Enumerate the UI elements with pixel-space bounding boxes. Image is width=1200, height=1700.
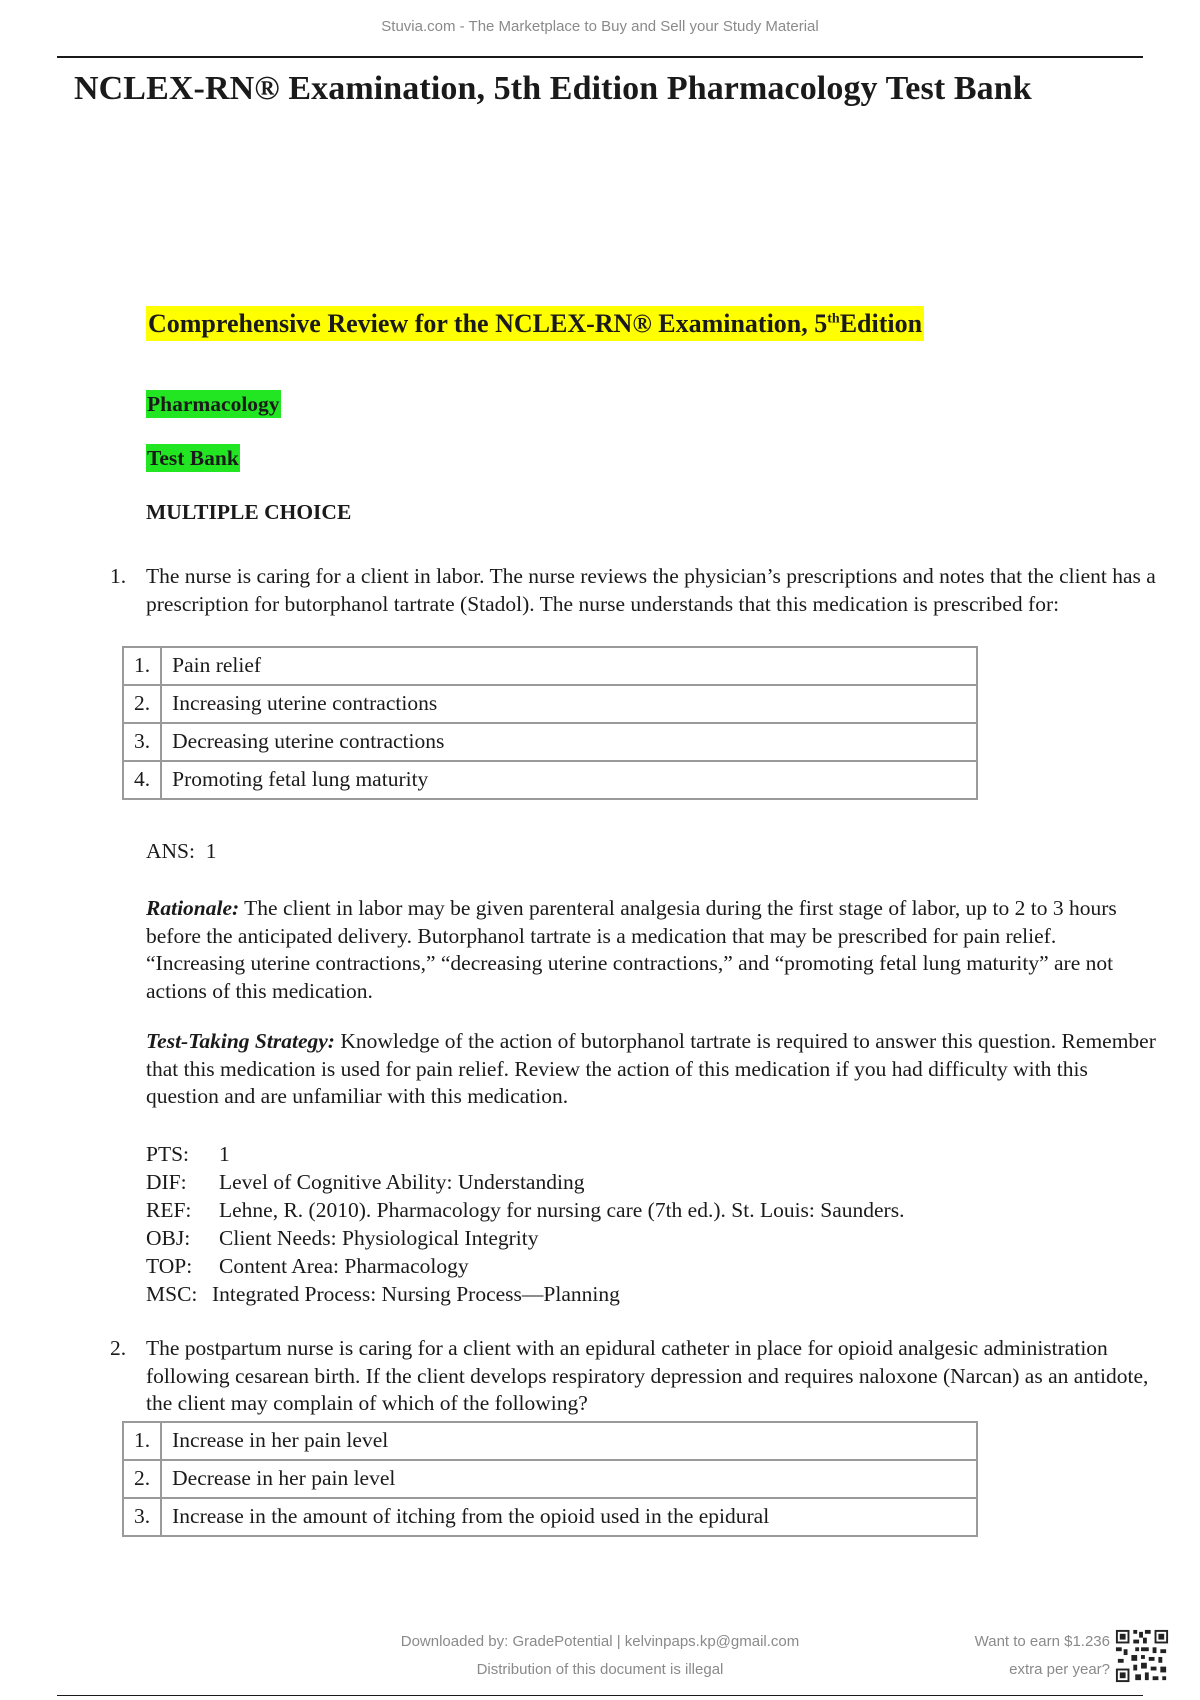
type-tag	[146, 445, 240, 473]
question-text: The postpartum nurse is caring for a client with an epidural catheter in place for opioid analgesic administration following cesarean birth. If the client develops respiratory depression and requires naloxone (Narcan) as an antidote, the client may complain of which of the following?	[146, 1336, 1149, 1415]
option-text: Decreasing uterine contractions	[161, 723, 977, 761]
subject-tag	[146, 391, 281, 419]
option-text: Increase in her pain level	[161, 1422, 977, 1460]
meta-key: PTS:	[146, 1142, 190, 1166]
option-text: Increase in the amount of itching from the opioid used in the epidural	[161, 1498, 977, 1536]
meta-key: OBJ:	[146, 1226, 191, 1250]
question-1-metadata	[146, 1141, 1156, 1309]
option-number: 1.	[123, 647, 161, 685]
meta-key: TOP:	[146, 1254, 193, 1278]
meta-value: Integrated Process: Nursing Process—Planning	[212, 1282, 620, 1306]
option-number: 3.	[123, 723, 161, 761]
option-number: 1.	[123, 1422, 161, 1460]
question-1	[110, 563, 1160, 618]
footer-center	[380, 1628, 820, 1684]
downloaded-by-text: Downloaded by: GradePotential | kelvinpaps.kp@gmail.com	[400, 1633, 800, 1650]
type-tag-label: Test Bank	[147, 446, 239, 470]
promo-line-2: extra per year?	[1009, 1661, 1110, 1678]
meta-value: 1	[219, 1142, 230, 1166]
meta-key: REF:	[146, 1198, 192, 1222]
question-1-options	[122, 646, 978, 800]
option-row	[123, 723, 977, 761]
qr-code-icon[interactable]	[1114, 1628, 1170, 1684]
option-text: Pain relief	[161, 647, 977, 685]
review-heading-text: Comprehensive Review for the NCLEX-RN® Examination, 5	[148, 308, 828, 338]
question-number: 1.	[110, 564, 127, 588]
question-2-options	[122, 1421, 978, 1537]
meta-value: Lehne, R. (2010). Pharmacology for nursing care (7th ed.). St. Louis: Saunders.	[219, 1198, 905, 1222]
review-heading-sup: th	[827, 311, 840, 326]
meta-row	[146, 1197, 1156, 1225]
meta-key: MSC:	[146, 1282, 198, 1306]
document-title: NCLEX-RN® Examination, 5th Edition Pharmacology Test Bank	[74, 70, 1032, 107]
option-number: 2.	[123, 1460, 161, 1498]
meta-row	[146, 1169, 1156, 1197]
strategy-label: Test-Taking Strategy:	[146, 1029, 335, 1053]
question-text: The nurse is caring for a client in labor. The nurse reviews the physician’s prescriptions and notes that the client has a prescription for butorphanol tartrate (Stadol). The nurse understands that this medication is prescribed for:	[146, 564, 1156, 616]
meta-row	[146, 1141, 1156, 1169]
option-row	[123, 1422, 977, 1460]
meta-row	[146, 1225, 1156, 1253]
question-2	[110, 1335, 1160, 1418]
header-rule	[57, 56, 1143, 58]
promo-text[interactable]	[940, 1628, 1110, 1684]
answer-line: ANS: 1	[146, 839, 217, 863]
subject-tag-label: Pharmacology	[147, 392, 280, 416]
section-heading: MULTIPLE CHOICE	[146, 500, 352, 524]
strategy-text: Knowledge of the action of butorphanol tartrate is required to answer this question. Remember that this medication is used for pain relief. Review the action of this medication if you had difficulty with this question and are unfamiliar with this medication.	[146, 1029, 1156, 1108]
review-heading	[146, 305, 924, 339]
option-text: Promoting fetal lung maturity	[161, 761, 977, 799]
option-number: 4.	[123, 761, 161, 799]
rationale-label: Rationale:	[146, 896, 240, 920]
option-number: 2.	[123, 685, 161, 723]
option-row	[123, 761, 977, 799]
footer-rule	[57, 1695, 1143, 1696]
option-row	[123, 647, 977, 685]
meta-key: DIF:	[146, 1170, 187, 1194]
meta-value: Level of Cognitive Ability: Understanding	[219, 1170, 585, 1194]
distribution-notice: Distribution of this document is illegal	[476, 1661, 724, 1678]
rationale-text: The client in labor may be given parenteral analgesia during the first stage of labor, up to 2 to 3 hours before the anticipated delivery. Butorphanol tartrate is a medication that may be prescribed for pain relief. “Increasing uterine contractions,” “decreasing uterine contractions,” and “promoting fetal lung maturity” are not actions of this medication.	[146, 896, 1117, 1003]
option-number: 3.	[123, 1498, 161, 1536]
option-row	[123, 685, 977, 723]
review-heading-suffix: Edition	[839, 308, 923, 338]
meta-value: Client Needs: Physiological Integrity	[219, 1226, 539, 1250]
option-row	[123, 1498, 977, 1536]
meta-value: Content Area: Pharmacology	[219, 1254, 469, 1278]
option-row	[123, 1460, 977, 1498]
rationale-paragraph	[146, 895, 1156, 1005]
promo-line-1: Want to earn $1.236	[974, 1633, 1110, 1650]
question-number: 2.	[110, 1336, 127, 1360]
option-text: Decrease in her pain level	[161, 1460, 977, 1498]
stuvia-header-watermark: Stuvia.com - The Marketplace to Buy and Sell your Study Material	[381, 18, 819, 35]
meta-row	[146, 1253, 1156, 1281]
strategy-paragraph	[146, 1028, 1156, 1111]
meta-row	[146, 1281, 1156, 1309]
option-text: Increasing uterine contractions	[161, 685, 977, 723]
